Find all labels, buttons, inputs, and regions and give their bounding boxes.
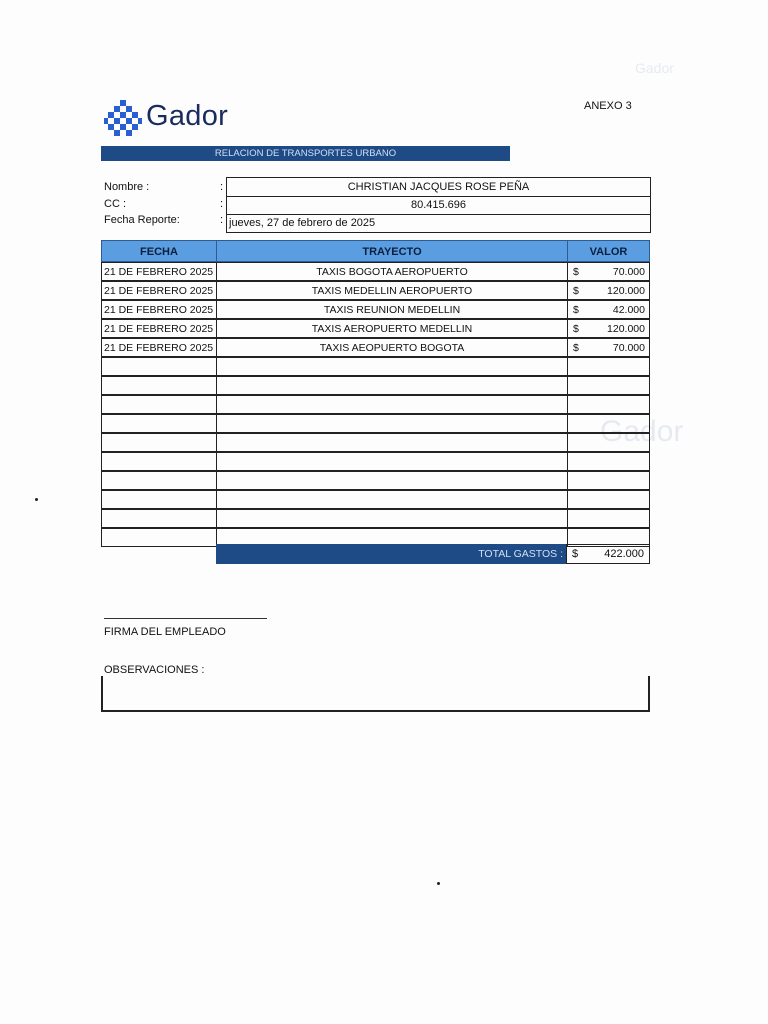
- employee-info-box: [226, 177, 651, 233]
- table-row: [101, 395, 650, 414]
- currency-symbol: $: [573, 304, 579, 316]
- cell-fecha: [101, 509, 217, 528]
- cell-trayecto: TAXIS AEOPUERTO BOGOTA: [216, 338, 568, 357]
- cell-fecha: [101, 433, 217, 452]
- show-through-text: Gador: [600, 415, 684, 448]
- observaciones-box: [101, 676, 650, 712]
- cell-valor: [567, 300, 650, 319]
- total-amount: 422.000: [604, 548, 644, 560]
- table-row: [101, 357, 650, 376]
- annex-label: ANEXO 3: [584, 100, 632, 112]
- cell-valor: [567, 471, 650, 490]
- gador-logo: [104, 98, 244, 138]
- table-row: [101, 300, 650, 319]
- cell-valor: [567, 490, 650, 509]
- nombre-value: CHRISTIAN JACQUES ROSE PEÑA: [227, 178, 650, 197]
- cell-valor: [567, 395, 650, 414]
- cell-fecha: 21 DE FEBRERO 2025: [101, 281, 217, 300]
- col-header-valor: VALOR: [567, 240, 650, 262]
- amount: 70.000: [612, 342, 645, 354]
- cell-fecha: [101, 357, 217, 376]
- currency-symbol: $: [573, 323, 579, 335]
- cell-trayecto: [216, 490, 568, 509]
- cell-fecha: 21 DE FEBRERO 2025: [101, 319, 217, 338]
- cell-fecha: 21 DE FEBRERO 2025: [101, 300, 217, 319]
- observaciones-label: OBSERVACIONES :: [104, 664, 205, 676]
- col-header-fecha: FECHA: [101, 240, 217, 262]
- cell-trayecto: [216, 509, 568, 528]
- colon: :: [220, 181, 224, 193]
- cell-trayecto: [216, 414, 568, 433]
- cell-valor: [567, 319, 650, 338]
- signature-line: [104, 618, 267, 619]
- firma-label: FIRMA DEL EMPLEADO: [104, 626, 226, 638]
- amount: 120.000: [607, 285, 645, 297]
- table-row: [101, 338, 650, 357]
- gador-logo-icon: [104, 100, 142, 138]
- scan-speck: [35, 498, 38, 501]
- cc-value: 80.415.696: [227, 196, 650, 215]
- fecha-reporte-label: Fecha Reporte:: [104, 214, 180, 226]
- cell-trayecto: [216, 395, 568, 414]
- fecha-reporte-value: jueves, 27 de febrero de 2025: [229, 217, 376, 229]
- table-row: [101, 281, 650, 300]
- cell-valor: [567, 433, 650, 452]
- colon: :: [220, 198, 224, 210]
- cell-trayecto: [216, 376, 568, 395]
- table-row: [101, 262, 650, 281]
- cell-valor: [567, 357, 650, 376]
- currency-symbol: $: [573, 342, 579, 354]
- cell-trayecto: [216, 452, 568, 471]
- total-value: [566, 544, 650, 564]
- table-header: [101, 240, 650, 262]
- currency-symbol: $: [572, 548, 579, 560]
- cell-fecha: 21 DE FEBRERO 2025: [101, 262, 217, 281]
- currency-symbol: $: [573, 266, 579, 278]
- cell-fecha: [101, 395, 217, 414]
- table-row: [101, 433, 650, 452]
- cell-trayecto: [216, 433, 568, 452]
- cell-trayecto: TAXIS REUNION MEDELLIN: [216, 300, 568, 319]
- cell-valor: [567, 414, 650, 433]
- cell-fecha: [101, 452, 217, 471]
- cell-valor: [567, 376, 650, 395]
- cell-trayecto: TAXIS MEDELLIN AEROPUERTO: [216, 281, 568, 300]
- brand-name: Gador: [146, 100, 229, 132]
- cell-valor: [567, 452, 650, 471]
- table-row: [101, 452, 650, 471]
- amount: 42.000: [612, 304, 645, 316]
- table-row: [101, 414, 650, 433]
- show-through-text: Gador: [635, 60, 674, 76]
- cell-trayecto: TAXIS AEROPUERTO MEDELLIN: [216, 319, 568, 338]
- currency-symbol: $: [573, 285, 579, 297]
- table-row: [101, 509, 650, 528]
- cell-valor: [567, 509, 650, 528]
- cell-fecha: [101, 528, 217, 547]
- cell-valor: [567, 338, 650, 357]
- table-row: [101, 490, 650, 509]
- amount: 70.000: [612, 266, 645, 278]
- amount: 120.000: [607, 323, 645, 335]
- cell-trayecto: TAXIS BOGOTA AEROPUERTO: [216, 262, 568, 281]
- colon: :: [220, 214, 224, 226]
- cell-trayecto: [216, 357, 568, 376]
- cell-valor: [567, 262, 650, 281]
- cell-fecha: [101, 376, 217, 395]
- table-row: [101, 376, 650, 395]
- scan-speck: [437, 882, 440, 885]
- cc-label: CC :: [104, 198, 126, 210]
- col-header-trayecto: TRAYECTO: [216, 240, 568, 262]
- total-label: TOTAL GASTOS :: [216, 544, 567, 564]
- cell-fecha: [101, 414, 217, 433]
- cell-fecha: [101, 490, 217, 509]
- cell-fecha: [101, 471, 217, 490]
- cell-trayecto: [216, 471, 568, 490]
- table-row: [101, 319, 650, 338]
- cell-fecha: 21 DE FEBRERO 2025: [101, 338, 217, 357]
- cell-valor: [567, 281, 650, 300]
- document-title: RELACION DE TRANSPORTES URBANO: [101, 146, 510, 161]
- nombre-label: Nombre :: [104, 181, 150, 193]
- table-row: [101, 471, 650, 490]
